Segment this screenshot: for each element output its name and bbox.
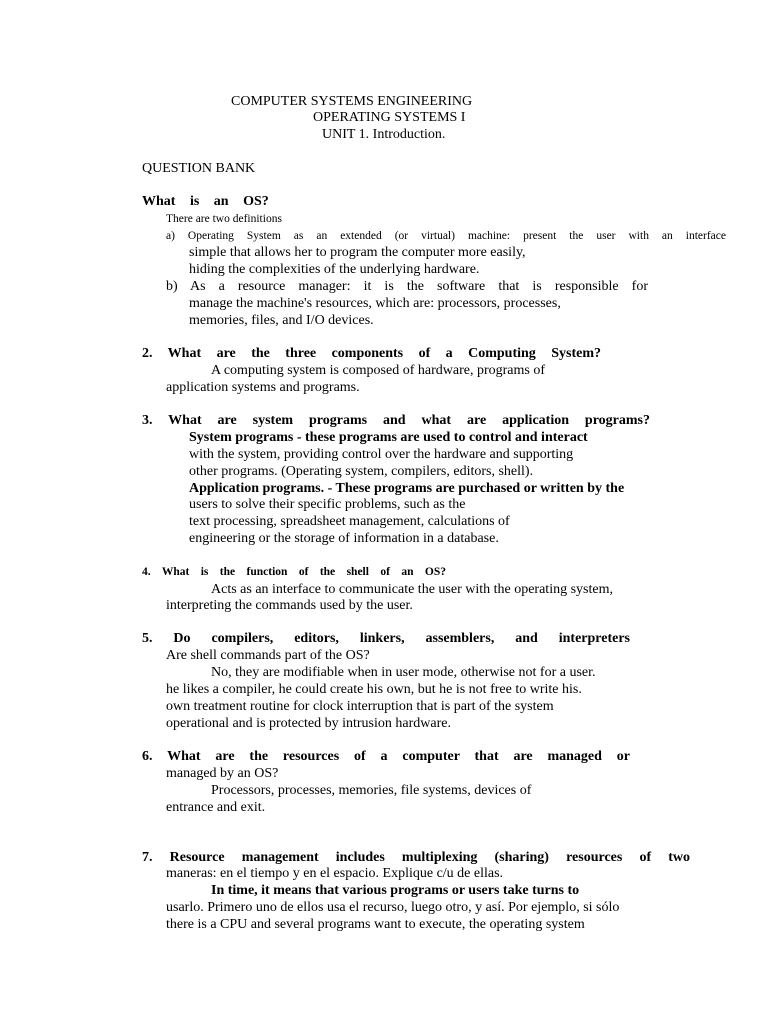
q3-line5: users to solve their specific problems, such as the xyxy=(189,497,466,512)
q5-line1: No, they are modifiable when in user mode, otherwise not for a user. xyxy=(211,665,596,680)
question-1-title: What is an OS? xyxy=(142,194,269,209)
q7-line2: usarlo. Primero uno de ellos usa el recurso, luego otro, y así. Por ejemplo, si sólo xyxy=(166,900,620,915)
q2-line1: A computing system is composed of hardware, programs of xyxy=(211,363,545,378)
q5-line4: operational and is protected by intrusion hardware. xyxy=(166,716,451,731)
q1-a-line3: hiding the complexities of the underlying hardware. xyxy=(189,262,480,277)
q4-line2: interpreting the commands used by the user. xyxy=(166,598,413,613)
q1-b-line3: memories, files, and I/O devices. xyxy=(189,313,374,328)
q1-b-line2: manage the machine's resources, which are: processors, processes, xyxy=(189,296,561,311)
q6-line1: Processors, processes, memories, file systems, devices of xyxy=(211,783,532,798)
question-7-title-cont: maneras: en el tiempo y en el espacio. Explique c/u de ellas. xyxy=(166,866,504,881)
q1-a-line2: simple that allows her to program the computer more easily, xyxy=(189,245,526,260)
q6-line2: entrance and exit. xyxy=(166,800,266,815)
q3-line4: Application programs. - These programs are purchased or written by the xyxy=(189,481,625,496)
question-7-title: 7. Resource management includes multiplexing (sharing) resources of two xyxy=(142,850,690,865)
q4-line1: Acts as an interface to communicate the user with the operating system, xyxy=(211,582,613,597)
q1-b-line1: b) As a resource manager: it is the software that is responsible for xyxy=(166,279,648,294)
q3-line1: System programs - these programs are used to control and interact xyxy=(189,430,588,445)
q3-line7: engineering or the storage of information in a database. xyxy=(189,531,499,546)
q3-line3: other programs. (Operating system, compilers, editors, shell). xyxy=(189,464,534,479)
question-4-title: 4. What is the function of the shell of an OS? xyxy=(142,566,446,578)
q5-line2: he likes a compiler, he could create his own, but he is not free to write his. xyxy=(166,682,582,697)
q2-line2: application systems and programs. xyxy=(166,380,360,395)
q3-line6: text processing, spreadsheet management, calculations of xyxy=(189,514,510,529)
question-6-title-cont: managed by an OS? xyxy=(166,766,279,781)
course-title: COMPUTER SYSTEMS ENGINEERING xyxy=(231,94,473,109)
question-6-title: 6. What are the resources of a computer that are managed or xyxy=(142,749,630,764)
question-5-title: 5. Do compilers, editors, linkers, assemblers, and interpreters xyxy=(142,631,630,646)
question-3-title: 3. What are system programs and what are application programs? xyxy=(142,413,650,428)
q3-line2: with the system, providing control over the hardware and supporting xyxy=(189,447,574,462)
question-bank-heading: QUESTION BANK xyxy=(142,161,256,176)
question-5-title-cont: Are shell commands part of the OS? xyxy=(166,648,370,663)
q7-line3: there is a CPU and several programs want to execute, the operating system xyxy=(166,917,585,932)
q1-intro: There are two definitions xyxy=(166,213,282,225)
q7-line1: In time, it means that various programs or users take turns to xyxy=(211,883,580,898)
question-2-title: 2. What are the three components of a Computing System? xyxy=(142,346,601,361)
q1-a-line1: a) Operating System as an extended (or virtual) machine: present the user with an interface xyxy=(166,230,726,242)
q5-line3: own treatment routine for clock interruption that is part of the system xyxy=(166,699,554,714)
unit-title: UNIT 1. Introduction. xyxy=(322,127,446,142)
subject-title: OPERATING SYSTEMS I xyxy=(313,110,466,125)
